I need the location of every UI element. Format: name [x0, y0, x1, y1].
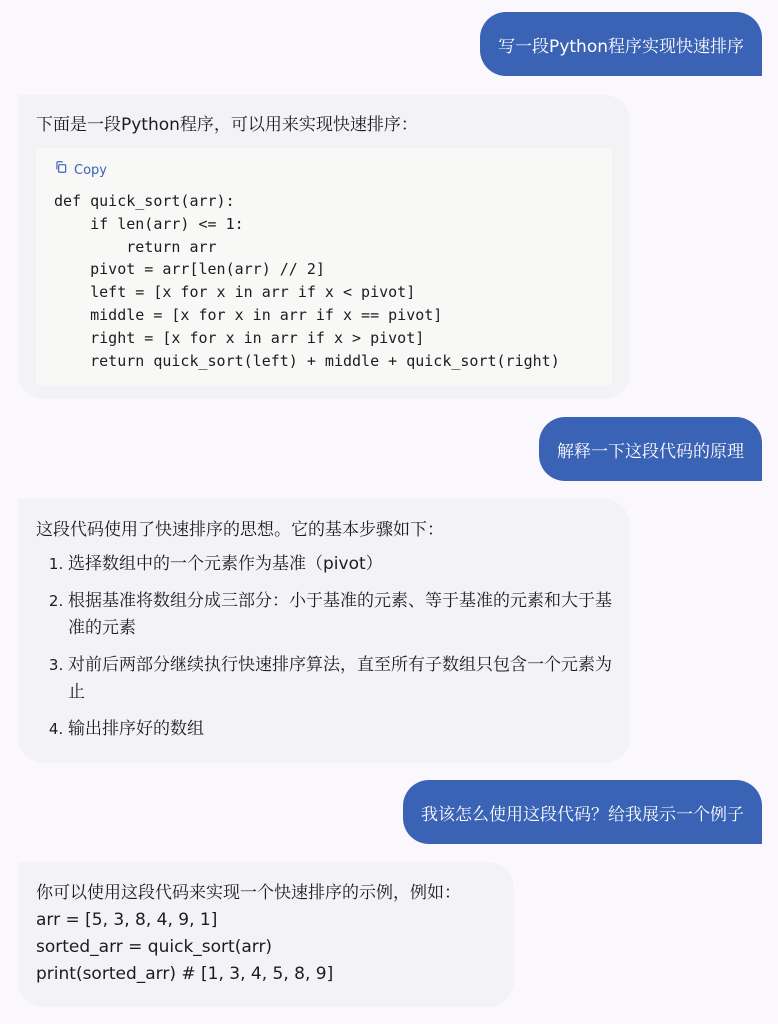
list-item: 1. 选择数组中的一个元素作为基准（pivot） [68, 551, 612, 578]
list-item: 2. 根据基准将数组分成三部分：小于基准的元素、等于基准的元素和大于基准的元素 [68, 588, 612, 642]
example-line: print(sorted_arr) # [1, 3, 4, 5, 8, 9] [36, 964, 334, 984]
message-text: 写一段Python程序实现快速排序 [498, 36, 744, 57]
copy-icon [54, 158, 68, 184]
example-line: arr = [5, 3, 8, 4, 9, 1] [36, 910, 218, 930]
example-line: sorted_arr = quick_sort(arr) [36, 937, 273, 957]
assistant-message [18, 499, 630, 763]
user-message [539, 417, 762, 481]
copy-button[interactable] [54, 160, 107, 182]
code-text: def quick_sort(arr): if len(arr) <= 1: return arr pivot = arr[len(arr) // 2] left = [x for x in arr if x < pivot] middle = [x for x in arr if x == pivot] right = [x for x in arr if x > pivot] return quick_sort(left) + middle + quick_sort(right) [54, 192, 560, 370]
message-intro: 下面是一段Python程序，可以用来实现快速排序： [36, 115, 418, 135]
message-intro: 这段代码使用了快速排序的思想。它的基本步骤如下： [36, 520, 444, 540]
steps-list [36, 551, 612, 743]
list-item: 4. 输出排序好的数组 [68, 716, 612, 743]
message-intro: 你可以使用这段代码来实现一个快速排序的示例，例如： [36, 883, 461, 903]
assistant-message [18, 862, 514, 1007]
user-message [403, 780, 762, 844]
list-item: 3. 对前后两部分继续执行快速排序算法，直至所有子数组只包含一个元素为止 [68, 652, 612, 706]
code-block [36, 148, 612, 386]
assistant-message [18, 95, 630, 399]
message-text: 解释一下这段代码的原理 [557, 441, 744, 462]
message-text: 我该怎么使用这段代码？给我展示一个例子 [421, 804, 744, 825]
user-message [480, 12, 762, 76]
copy-label: Copy [74, 163, 107, 178]
